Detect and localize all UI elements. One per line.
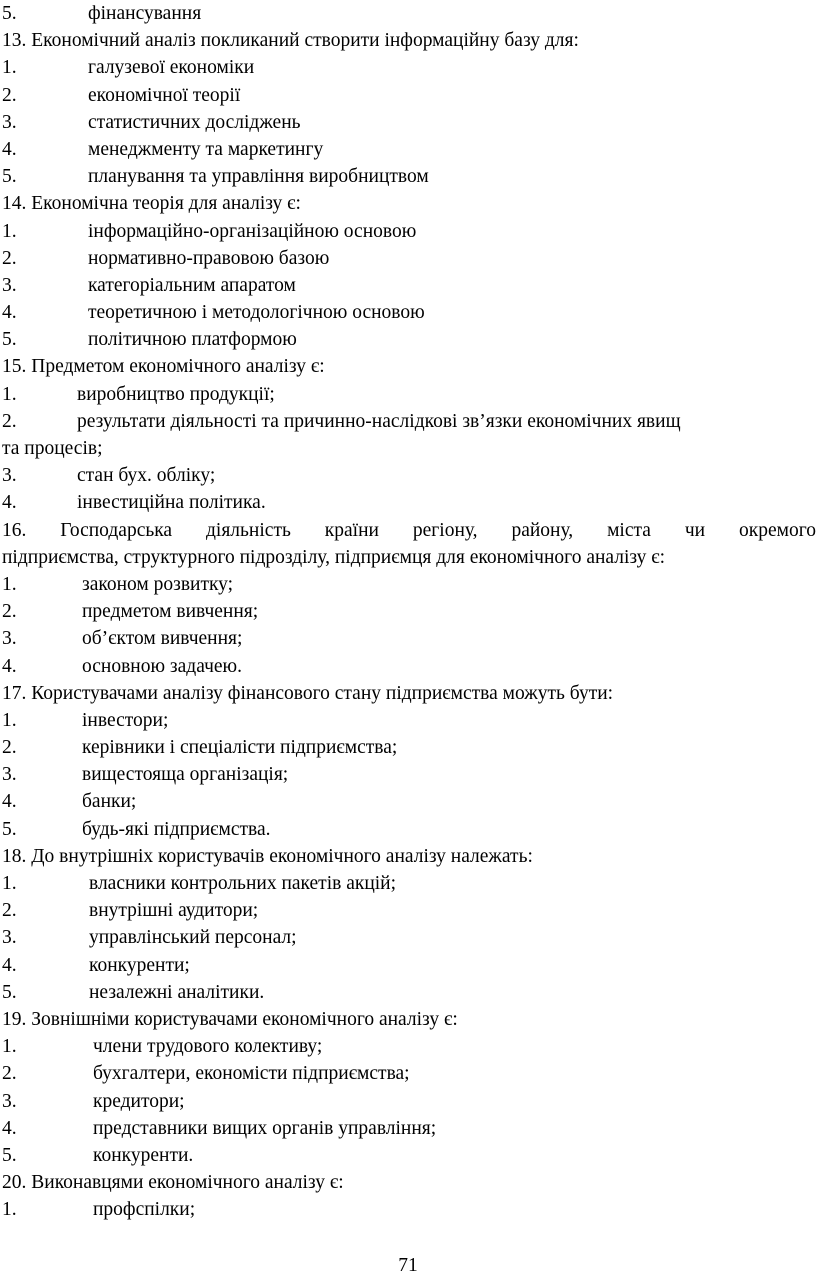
option-number: 3. [2,764,17,786]
question-text: підприємства, структурного підрозділу, підприємця для економічного аналізу є: [2,546,666,568]
option-number: 1. [2,1199,17,1221]
option-number: 1. [2,709,17,731]
option-text: теоретичною і методологічною основою [88,302,425,324]
answer-option [2,299,816,326]
option-text: стан бух. обліку; [77,465,216,487]
answer-option [2,734,816,761]
question-text: 18. До внутрішніх користувачів економічного аналізу належать: [2,845,533,867]
option-text: менеджменту та маркетингу [88,138,324,160]
question-text: 14. Економічна теорія для аналізу є: [2,193,301,215]
option-text: інвестори; [82,709,169,731]
option-number: 1. [2,57,17,79]
answer-option [2,136,816,163]
answer-option [2,788,816,815]
option-text: конкуренти. [93,1144,194,1166]
answer-option [2,218,816,245]
option-number: 5. [2,818,17,840]
option-text: галузевої економіки [88,57,255,79]
answer-option [2,1142,816,1169]
answer-option [2,571,816,598]
option-text: результати діяльності та причинно-наслідкові зв’язки економічних явищ [77,410,681,432]
option-number: 2. [2,410,17,432]
option-number: 2. [2,247,17,269]
option-number: 1. [2,1036,17,1058]
option-number: 2. [2,737,17,759]
option-number: 1. [2,573,17,595]
question-20 [2,1169,816,1196]
option-text: керівники і спеціалісти підприємства; [82,737,398,759]
option-number: 4. [2,954,17,976]
option-text: внутрішні аудитори; [89,900,259,922]
option-number: 1. [2,220,17,242]
question-text: 15. Предметом економічного аналізу є: [2,356,325,378]
answer-option [2,870,816,897]
option-number: 5. [2,166,17,188]
option-text: управлінський персонал; [89,927,297,949]
option-text: планування та управління виробництвом [88,166,429,188]
question-14 [2,190,816,217]
option-number: 3. [2,465,17,487]
option-text: незалежні аналітики. [89,981,265,1003]
option-number: 2. [2,1063,17,1085]
option-text: профспілки; [93,1199,196,1221]
answer-option [2,326,816,353]
answer-option [2,952,816,979]
document-body [2,0,816,1223]
option-text: вищестояща організація; [82,764,289,786]
option-text: конкуренти; [89,954,190,976]
question-15 [2,353,816,380]
option-number: 3. [2,111,17,133]
answer-option [2,381,816,408]
option-number: 3. [2,1090,17,1112]
answer-option [2,408,816,435]
option-text: основною задачею. [82,655,242,677]
answer-option [2,163,816,190]
option-number: 4. [2,791,17,813]
option-text: інформаційно-організаційною основою [88,220,417,242]
question-19 [2,1006,816,1033]
question-16-continuation [2,544,816,571]
answer-option [2,54,816,81]
question-text: 17. Користувачами аналізу фінансового стану підприємства можуть бути: [2,682,614,704]
option-text: члени трудового колективу; [93,1036,323,1058]
question-16: 16. Господарська діяльність країни регіону, району, міста чи окремого [2,519,816,541]
answer-option [2,1033,816,1060]
answer-option [2,109,816,136]
option-number: 5. [2,3,17,24]
answer-option [2,707,816,734]
page-number: 71 [398,1255,418,1276]
answer-option [2,979,816,1006]
option-text: статистичних досліджень [88,111,301,133]
option-number: 2. [2,84,17,106]
answer-option [2,462,816,489]
question-17 [2,680,816,707]
question-18 [2,843,816,870]
option-number: 4. [2,302,17,324]
option-text: власники контрольних пакетів акцій; [89,873,397,894]
option-number: 2. [2,900,17,922]
answer-option [2,924,816,951]
option-number: 3. [2,628,17,650]
option-number: 4. [2,1117,17,1139]
answer-option [2,245,816,272]
option-number: 1. [2,383,17,405]
option-number: 5. [2,981,17,1003]
option-number: 3. [2,274,17,296]
question-text: 20. Виконавцями економічного аналізу є: [2,1172,344,1194]
option-text: нормативно-правовою базою [88,247,330,269]
option-number: 5. [2,329,17,351]
option-text: представники вищих органів управління; [93,1117,437,1139]
option-text: законом розвитку; [82,573,234,595]
answer-option [2,897,816,924]
option-text: політичною платформою [88,329,297,351]
option-text: будь-які підприємства. [82,818,271,840]
option-text: бухгалтери, економісти підприємства; [93,1063,410,1085]
option-text: банки; [82,791,137,813]
answer-option [2,653,816,680]
option-text: інвестиційна політика. [77,492,266,514]
option-text: виробництво продукції; [77,383,275,405]
option-number: 1. [2,873,17,894]
option-text: фінансування [88,3,202,24]
option-number: 4. [2,655,17,677]
answer-option [2,1196,816,1223]
answer-option [2,1115,816,1142]
option-number: 3. [2,927,17,949]
answer-option [2,761,816,788]
answer-option [2,82,816,109]
option-text-continued: та процесів; [2,438,103,459]
question-text: 19. Зовнішніми користувачами економічного аналізу є: [2,1008,458,1030]
answer-option [2,816,816,843]
answer-option [2,0,816,27]
answer-option [2,272,816,299]
option-number: 5. [2,1144,17,1166]
answer-option [2,1060,816,1087]
answer-option [2,598,816,625]
option-number: 4. [2,492,17,514]
option-number: 4. [2,138,17,160]
answer-option [2,625,816,652]
answer-option [2,1088,816,1115]
option-text: предметом вивчення; [82,601,259,623]
option-text: категоріальним апаратом [88,274,296,296]
option-text: об’єктом вивчення; [82,628,243,650]
option-number: 2. [2,601,17,623]
option-continuation [2,435,816,462]
question-13 [2,27,816,54]
answer-option [2,489,816,516]
option-text: кредитори; [93,1090,185,1112]
question-text: 13. Економічний аналіз покликаний створити інформаційну базу для: [2,30,579,52]
option-text: економічної теорії [88,84,241,106]
